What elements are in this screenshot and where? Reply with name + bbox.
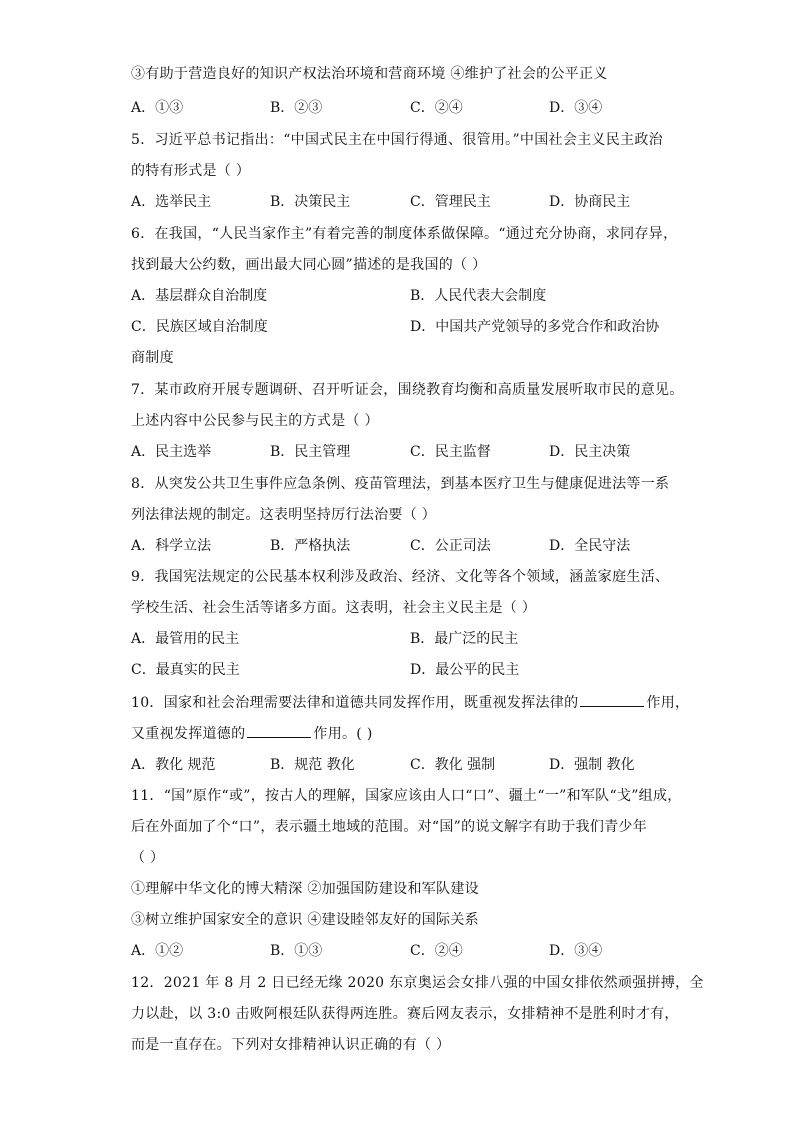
q6-option-c: C．民族区域自治制度 bbox=[131, 319, 268, 335]
q10-line-2-text: 又重视发挥道德的 bbox=[131, 726, 246, 742]
q6-option-a: A．基层群众自治制度 bbox=[131, 288, 268, 304]
q10-text-line-1 bbox=[131, 692, 689, 713]
q12-text-line-2: 力以赴，以 3:0 击败阿根廷队获得两连胜。赛后网友表示，女排精神不是胜利时才有， bbox=[131, 1006, 679, 1022]
q10-option-a: A．教化 规范 bbox=[131, 757, 216, 773]
q6-text-line-2: 找到最大公约数，画出最大同心圆”描述的是我国的（ ） bbox=[131, 257, 487, 273]
q7-option-a: A．民主选举 bbox=[131, 444, 212, 460]
q11-option-d: D．③④ bbox=[549, 943, 603, 959]
q11-text-line-2: 后在外面加了个“口”，表示疆土地域的范围。对“国”的说文解字有助于我们青少年 bbox=[131, 819, 648, 835]
q11-statements-1-2: ①理解中华文化的博大精深 ②加强国防建设和军队建设 bbox=[131, 881, 479, 897]
q6-text-line-1: 6．在我国，“人民当家作主”有着完善的制度体系做保障。“通过充分协商，求同存异， bbox=[131, 226, 678, 242]
q5-text-line-1: 5．习近平总书记指出：“中国式民主在中国行得通、很管用。”中国社会主义民主政治 bbox=[131, 132, 663, 148]
q11-option-b: B．①③ bbox=[270, 943, 323, 959]
q8-text-line-2: 列法律法规的制定。这表明坚持厉行法治要（ ） bbox=[131, 507, 437, 523]
q11-statements-3-4: ③树立维护国家安全的意识 ④建设睦邻友好的国际关系 bbox=[131, 912, 479, 928]
q6-option-d-continued: 商制度 bbox=[131, 350, 174, 366]
q10-option-b: B．规范 教化 bbox=[270, 757, 355, 773]
q7-text-line-1: 7．某市政府开展专题调研、召开听证会，围绕教育均衡和高质量发展听取市民的意见。 bbox=[131, 382, 684, 398]
q12-text-line-3: 而是一直存在。下列对女排精神认识正确的有（ ） bbox=[131, 1037, 451, 1053]
q8-option-a: A．科学立法 bbox=[131, 538, 212, 554]
q5-option-c: C．管理民主 bbox=[410, 194, 491, 210]
q12-text-line-1: 12．2021 年 8 月 2 日已经无缘 2020 东京奥运会女排八强的中国女排依然顽强拼搏，全 bbox=[131, 975, 704, 991]
q8-option-d: D．全民守法 bbox=[549, 538, 631, 554]
q4-option-d: D．③④ bbox=[549, 100, 603, 116]
q11-text-line-1: 11．“国”原作“或”，按古人的理解，国家应该由人口“口”、疆土“一”和军队“戈”组成， bbox=[131, 788, 682, 804]
q10-line-1-text: 10．国家和社会治理需要法律和道德共同发挥作用，既重视发挥法律的 bbox=[131, 695, 579, 711]
q9-text-line-1: 9．我国宪法规定的公民基本权利涉及政治、经济、文化等各个领域，涵盖家庭生活、 bbox=[131, 569, 670, 585]
q10-text-line-2 bbox=[131, 723, 373, 744]
q5-option-b: B．决策民主 bbox=[270, 194, 351, 210]
answer-blank-2 bbox=[247, 723, 311, 738]
q6-option-b: B．人民代表大会制度 bbox=[410, 288, 547, 304]
q7-option-b: B．民主管理 bbox=[270, 444, 351, 460]
q9-option-d: D．最公平的民主 bbox=[410, 662, 520, 678]
q10-option-c: C．教化 强制 bbox=[410, 757, 496, 773]
q9-text-line-2: 学校生活、社会生活等诸多方面。这表明，社会主义民主是（ ） bbox=[131, 600, 537, 616]
q4-option-b: B．②③ bbox=[270, 100, 323, 116]
q9-option-b: B．最广泛的民主 bbox=[410, 631, 519, 647]
q7-text-line-2: 上述内容中公民参与民主的方式是（ ） bbox=[131, 413, 379, 429]
q11-option-a: A．①② bbox=[131, 943, 184, 959]
q5-text-line-2: 的特有形式是（ ） bbox=[131, 163, 251, 179]
q4-statement-3-4: ③有助于营造良好的知识产权法治环境和营商环境 ④维护了社会的公平正义 bbox=[131, 66, 608, 82]
q5-option-d: D．协商民主 bbox=[549, 194, 631, 210]
q8-option-b: B．严格执法 bbox=[270, 538, 351, 554]
q9-option-a: A．最管用的民主 bbox=[131, 631, 240, 647]
q8-text-line-1: 8．从突发公共卫生事件应急条例、疫苗管理法，到基本医疗卫生与健康促进法等一系 bbox=[131, 476, 670, 492]
q11-option-c: C．②④ bbox=[410, 943, 463, 959]
q7-option-d: D．民主决策 bbox=[549, 444, 631, 460]
answer-blank-1 bbox=[580, 692, 644, 707]
q9-option-c: C．最真实的民主 bbox=[131, 662, 240, 678]
q10-option-d: D．强制 教化 bbox=[549, 757, 635, 773]
q5-option-a: A．选举民主 bbox=[131, 194, 212, 210]
q10-line-1-tail: 作用， bbox=[646, 695, 690, 711]
q7-option-c: C．民主监督 bbox=[410, 444, 491, 460]
q11-text-line-3: （ ） bbox=[131, 850, 165, 866]
q8-option-c: C．公正司法 bbox=[410, 538, 491, 554]
q4-option-c: C．②④ bbox=[410, 100, 463, 116]
q6-option-d: D．中国共产党领导的多党合作和政治协 bbox=[410, 319, 660, 335]
q4-option-a: A．①③ bbox=[131, 100, 184, 116]
q10-line-2-tail: 作用。( ) bbox=[313, 726, 373, 742]
